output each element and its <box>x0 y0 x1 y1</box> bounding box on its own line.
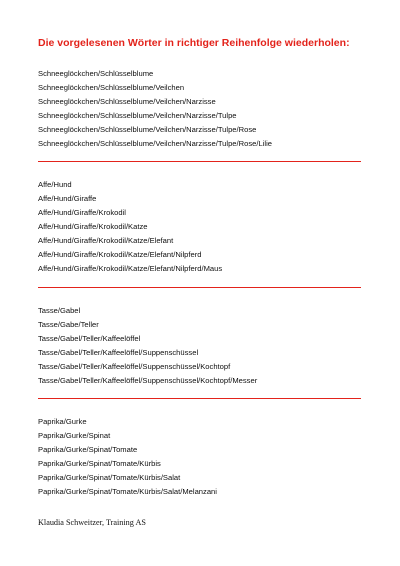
list-item: Schneeglöckchen/Schlüsselblume/Veilchen/Narzisse <box>38 97 216 106</box>
list-item: Tasse/Gabel/Teller/Kaffeelöffel/Suppenschüssel <box>38 348 199 357</box>
list-item: Tasse/Gabel <box>38 306 81 315</box>
list-item: Schneeglöckchen/Schlüsselblume/Veilchen/Narzisse/Tulpe/Rose <box>38 125 257 134</box>
page-title: Die vorgelesenen Wörter in richtiger Reihenfolge wiederholen: <box>38 37 350 49</box>
list-item: Schneeglöckchen/Schlüsselblume/Veilchen/Narzisse/Tulpe <box>38 111 237 120</box>
list-item: Tasse/Gabel/Teller/Kaffeelöffel <box>38 334 141 343</box>
list-item: Schneeglöckchen/Schlüsselblume/Veilchen/Narzisse/Tulpe/Rose/Lilie <box>38 139 272 148</box>
list-item: Affe/Hund/Giraffe/Krokodil/Katze <box>38 222 148 231</box>
list-item: Tasse/Gabel/Teller/Kaffeelöffel/Suppenschüssel/Kochtopf/Messer <box>38 376 258 385</box>
list-item: Tasse/Gabel/Teller/Kaffeelöffel/Suppenschüssel/Kochtopf <box>38 362 231 371</box>
divider-rule <box>38 161 361 162</box>
list-item: Paprika/Gurke/Spinat/Tomate <box>38 445 138 454</box>
list-item: Schneeglöckchen/Schlüsselblume/Veilchen <box>38 83 185 92</box>
list-item: Tasse/Gabe/Teller <box>38 320 99 329</box>
list-item: Affe/Hund/Giraffe/Krokodil/Katze/Elefant/Nilpferd/Maus <box>38 264 223 273</box>
footer-author: Klaudia Schweitzer, Training AS <box>38 518 146 527</box>
word-group-flowers <box>38 67 272 151</box>
list-item: Paprika/Gurke <box>38 417 87 426</box>
list-item: Affe/Hund/Giraffe/Krokodil/Katze/Elefant <box>38 236 174 245</box>
word-group-tableware <box>38 304 257 388</box>
divider-rule <box>38 287 361 288</box>
list-item: Affe/Hund/Giraffe <box>38 194 97 203</box>
list-item: Paprika/Gurke/Spinat <box>38 431 111 440</box>
list-item: Paprika/Gurke/Spinat/Tomate/Kürbis/Salat <box>38 473 181 482</box>
list-item: Affe/Hund <box>38 180 72 189</box>
list-item: Affe/Hund/Giraffe/Krokodil/Katze/Elefant/Nilpferd <box>38 250 202 259</box>
list-item: Paprika/Gurke/Spinat/Tomate/Kürbis/Salat/Melanzani <box>38 487 217 496</box>
list-item: Affe/Hund/Giraffe/Krokodil <box>38 208 126 217</box>
list-item: Schneeglöckchen/Schlüsselblume <box>38 69 154 78</box>
list-item: Paprika/Gurke/Spinat/Tomate/Kürbis <box>38 459 161 468</box>
divider-rule <box>38 398 361 399</box>
word-group-vegetables <box>38 415 217 499</box>
word-group-animals <box>38 178 222 276</box>
